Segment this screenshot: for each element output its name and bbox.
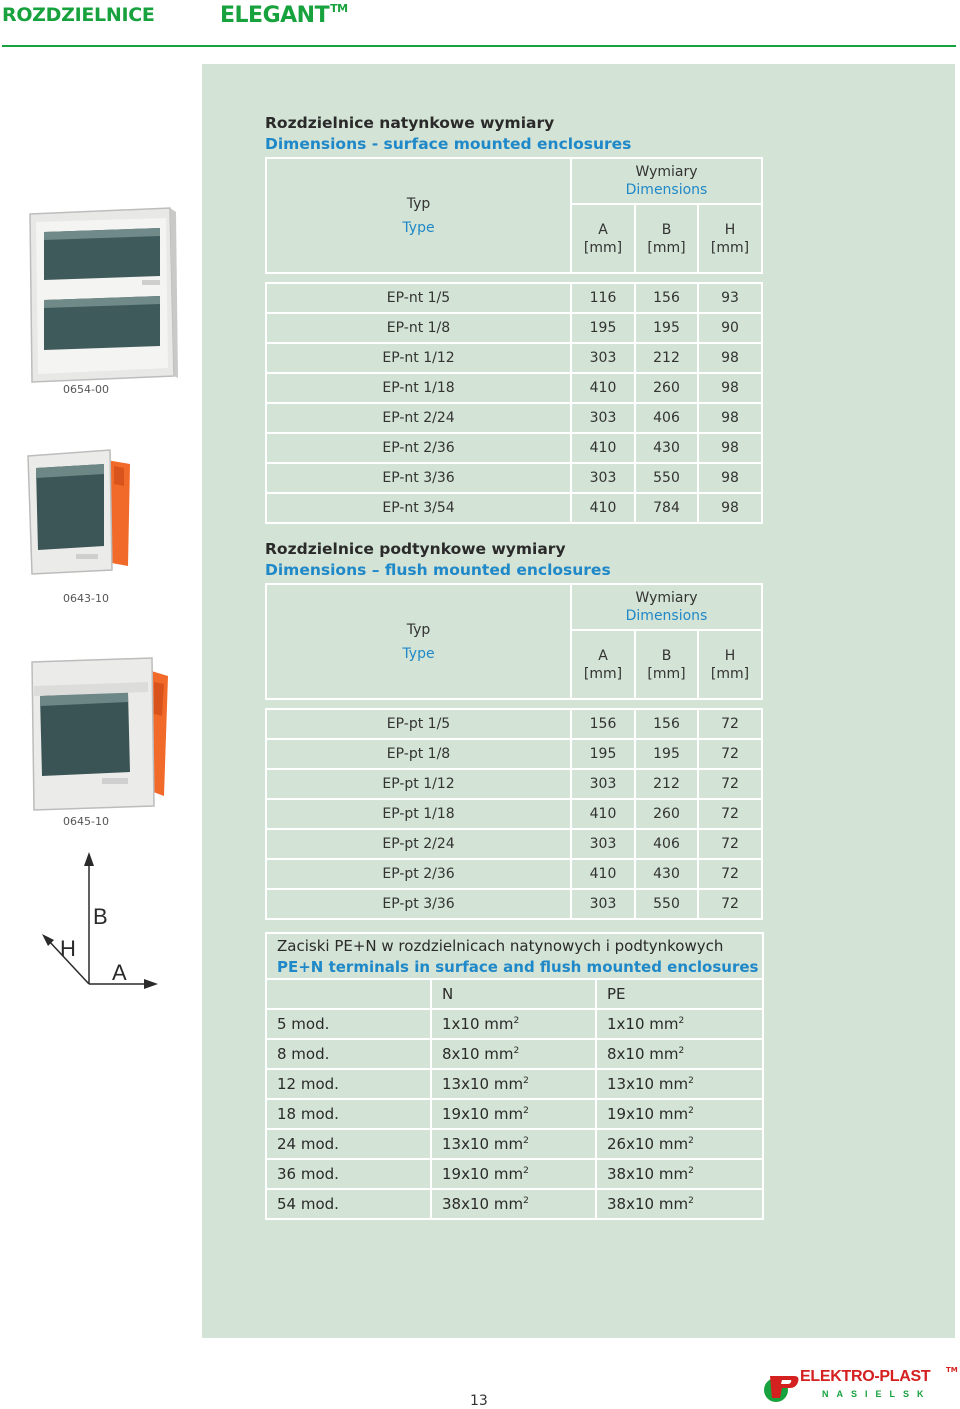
col-h-header: H [mm] [698,630,762,699]
dimension-cell: 406 [635,829,698,859]
logo-trademark: TM [946,1366,958,1374]
section-title: ROZDZIELNICE [2,4,155,26]
product-image-flush-enclosure [28,656,170,812]
dimension-cell: 98 [698,373,762,403]
type-cell: EP-pt 3/36 [266,889,571,919]
col-b-header: B [mm] [635,204,698,273]
dimension-cell: 98 [698,493,762,523]
table-row [266,403,762,433]
dimension-cell: 116 [571,283,635,313]
dimension-cell: 98 [698,463,762,493]
product-code: 0643-10 [63,592,109,605]
axis-label-b: B [93,904,108,929]
axis-diagram [36,850,162,990]
terminals-table [265,932,764,1220]
pe-terminal-cell: 38x10 $mm^2$ [596,1189,763,1219]
pe-terminal-cell: 8x10 $mm^2$ [596,1039,763,1069]
dimension-cell: 72 [698,829,762,859]
dimension-cell: 90 [698,313,762,343]
dimension-cell: 212 [635,343,698,373]
dimension-cell: 550 [635,463,698,493]
dimension-cell: 410 [571,373,635,403]
table-row [266,1159,763,1189]
n-terminal-cell: 38x10 $mm^2$ [431,1189,596,1219]
module-count-cell: 8 mod. [266,1039,431,1069]
empty-header-cell [266,979,431,1009]
n-terminal-cell: 13x10 $mm^2$ [431,1069,596,1099]
page-number: 13 [470,1393,488,1409]
pe-terminal-cell: 19x10 $mm^2$ [596,1099,763,1129]
col-n-header: N [431,979,596,1009]
pe-terminal-cell: 1x10 $mm^2$ [596,1009,763,1039]
type-cell: EP-nt 1/12 [266,343,571,373]
table-row [266,1039,763,1069]
product-line-title: ELEGANT™ [220,2,348,28]
col-h-header: H [mm] [698,204,762,273]
dimension-cell: 303 [571,769,635,799]
dimension-cell: 260 [635,799,698,829]
product-image-surface-enclosure [22,206,178,384]
dimension-cell: 303 [571,463,635,493]
table-row [266,1129,763,1159]
n-terminal-cell: 19x10 $mm^2$ [431,1099,596,1129]
axis-label-a: A [112,960,127,985]
table-row [266,859,762,889]
type-cell: EP-nt 3/54 [266,493,571,523]
table-row [266,709,762,739]
table-row [266,1069,763,1099]
dimensions-header: Wymiary Dimensions [571,158,762,204]
dimension-cell: 303 [571,343,635,373]
type-cell: EP-nt 1/18 [266,373,571,403]
logo-name: ELEKTRO-PLAST [800,1368,931,1385]
dimension-cell: 303 [571,403,635,433]
type-cell: EP-pt 2/24 [266,829,571,859]
module-count-cell: 18 mod. [266,1099,431,1129]
dimension-cell: 410 [571,493,635,523]
dimension-cell: 72 [698,889,762,919]
product-code: 0654-00 [63,383,109,396]
table-row [266,739,762,769]
table-row [266,463,762,493]
table-row [266,799,762,829]
terminals-title: Zaciski PE+N w rozdzielnicach natynowych i podtynkowych PE+N terminals in surface and flush mounted enclosures [266,933,763,979]
dimension-cell: 212 [635,769,698,799]
dimensions-header: Wymiary Dimensions [571,584,762,630]
type-cell: EP-pt 2/36 [266,859,571,889]
type-header: Typ Type [266,158,571,273]
axis-label-h: H [60,936,76,961]
type-header: Typ Type [266,584,571,699]
dimension-cell: 72 [698,859,762,889]
dimension-cell: 98 [698,403,762,433]
module-count-cell: 24 mod. [266,1129,431,1159]
type-cell: EP-pt 1/5 [266,709,571,739]
dimension-cell: 156 [571,709,635,739]
dimension-cell: 195 [635,313,698,343]
col-pe-header: PE [596,979,763,1009]
pe-terminal-cell: 13x10 $mm^2$ [596,1069,763,1099]
dimension-cell: 430 [635,859,698,889]
surface-title: Rozdzielnice natynkowe wymiary Dimensions - surface mounted enclosures [265,114,632,153]
table-row [266,343,762,373]
dimension-cell: 410 [571,433,635,463]
dimension-cell: 98 [698,343,762,373]
dimension-cell: 260 [635,373,698,403]
type-cell: EP-nt 1/8 [266,313,571,343]
logo-city: NASIELSK [822,1389,932,1399]
table-row [266,283,762,313]
module-count-cell: 5 mod. [266,1009,431,1039]
dimension-cell: 72 [698,709,762,739]
n-terminal-cell: 8x10 $mm^2$ [431,1039,596,1069]
dimension-cell: 784 [635,493,698,523]
table-row [266,493,762,523]
dimension-cell: 550 [635,889,698,919]
type-cell: EP-pt 1/18 [266,799,571,829]
dimension-cell: 72 [698,739,762,769]
type-cell: EP-nt 2/36 [266,433,571,463]
product-code: 0645-10 [63,815,109,828]
type-cell: EP-nt 1/5 [266,283,571,313]
col-a-header: A [mm] [571,204,635,273]
col-a-header: A [mm] [571,630,635,699]
table-row [266,829,762,859]
table-row [266,889,762,919]
dimension-cell: 430 [635,433,698,463]
n-terminal-cell: 13x10 $mm^2$ [431,1129,596,1159]
dimension-cell: 93 [698,283,762,313]
dimension-cell: 303 [571,829,635,859]
module-count-cell: 54 mod. [266,1189,431,1219]
table-row [266,373,762,403]
flush-title: Rozdzielnice podtynkowe wymiary Dimensions – flush mounted enclosures [265,540,611,579]
n-terminal-cell: 1x10 $mm^2$ [431,1009,596,1039]
pe-terminal-cell: 38x10 $mm^2$ [596,1159,763,1189]
surface-dimensions-table [265,157,763,524]
dimension-cell: 406 [635,403,698,433]
dimension-cell: 156 [635,709,698,739]
table-row [266,433,762,463]
dimension-cell: 98 [698,433,762,463]
flush-dimensions-table [265,583,763,920]
type-cell: EP-pt 1/12 [266,769,571,799]
dimension-cell: 72 [698,799,762,829]
table-row [266,1009,763,1039]
type-cell: EP-nt 2/24 [266,403,571,433]
table-row [266,1099,763,1129]
module-count-cell: 36 mod. [266,1159,431,1189]
dimension-cell: 195 [635,739,698,769]
table-row [266,313,762,343]
module-count-cell: 12 mod. [266,1069,431,1099]
product-image-small-surface-enclosure [24,446,134,576]
dimension-cell: 72 [698,769,762,799]
table-row [266,1189,763,1219]
type-cell: EP-pt 1/8 [266,739,571,769]
dimension-cell: 195 [571,739,635,769]
header-divider [2,45,956,47]
table-row [266,769,762,799]
dimension-cell: 410 [571,859,635,889]
dimension-cell: 156 [635,283,698,313]
dimension-cell: 195 [571,313,635,343]
pe-terminal-cell: 26x10 $mm^2$ [596,1129,763,1159]
dimension-cell: 410 [571,799,635,829]
n-terminal-cell: 19x10 $mm^2$ [431,1159,596,1189]
type-cell: EP-nt 3/36 [266,463,571,493]
col-b-header: B [mm] [635,630,698,699]
dimension-cell: 303 [571,889,635,919]
